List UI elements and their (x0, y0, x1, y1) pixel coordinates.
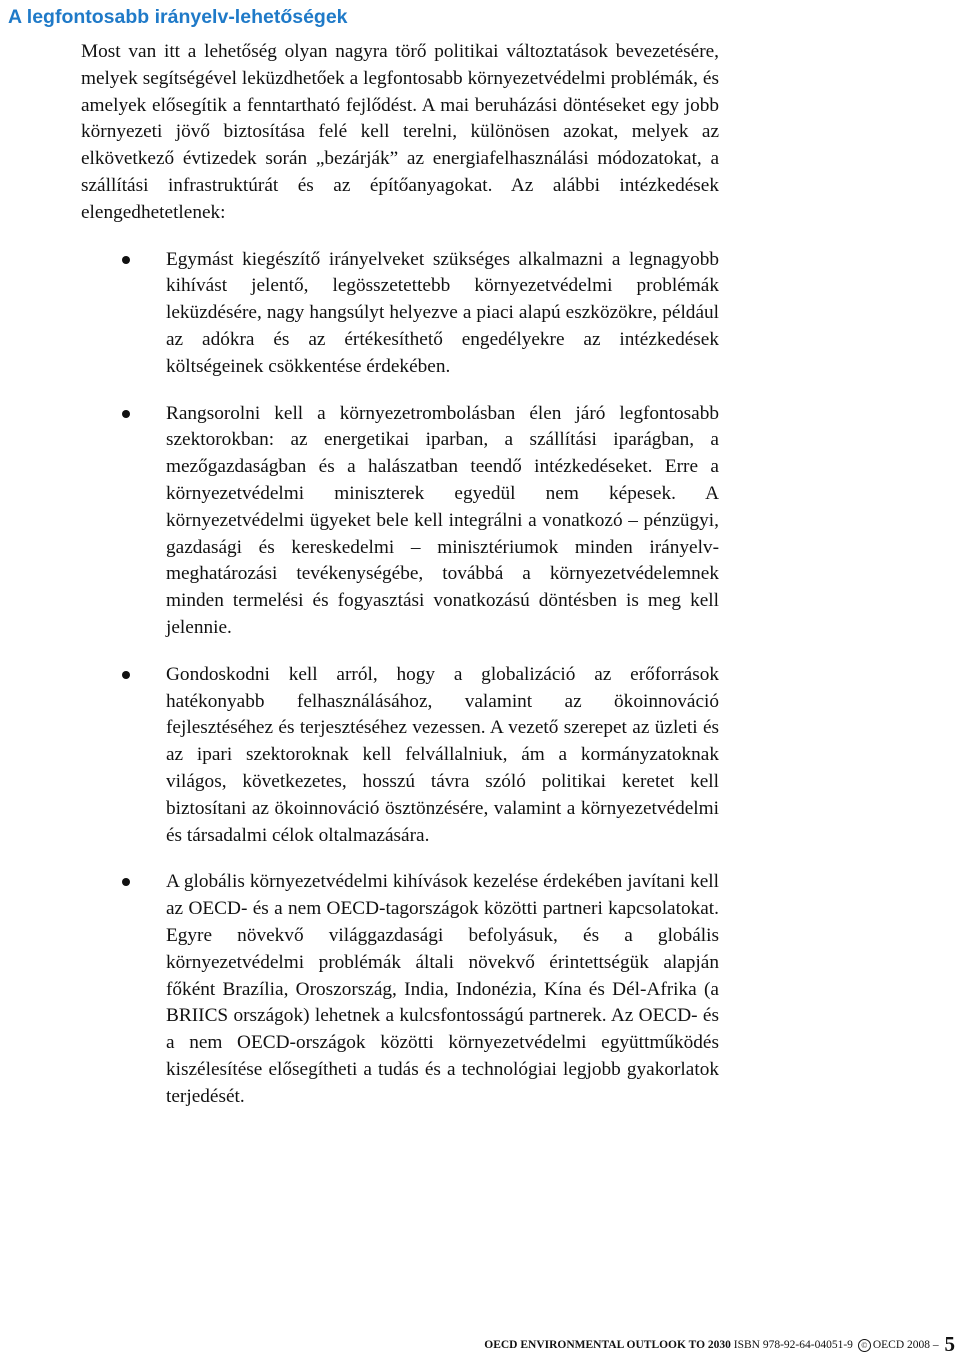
bullet-icon (122, 671, 130, 679)
copyright-icon: © (858, 1339, 871, 1352)
page-footer (484, 1333, 955, 1356)
list-item (81, 247, 719, 381)
main-content (81, 39, 719, 1110)
intro-paragraph: Most van itt a lehetőség olyan nagyra törő politikai változtatások bevezetésére, melyek segítségével leküzdhetőek a legfontosabb környezetvédelmi problémák, és amelyek elősegítik a fenntartható fejlődést. A mai beruházási döntéseket egy jobb környezeti jövő biztosítása felé kell terelni, különösen azokat, melyek az elkövetkező évtizedek során „bezárják” az energiafelhasználási módozatokat, a szállítási infrastruktúrát és az építőanyagokat. Az alábbi intézkedések elengedhetetlenek: (81, 41, 719, 223)
list-item (81, 869, 719, 1110)
section-heading: A legfontosabb irányelv-lehetőségek (8, 6, 348, 28)
list-item-text: Gondoskodni kell arról, hogy a globalizáció az erőforrások hatékonyabb felhasználásához, valamint az ökoinnováció fejlesztéséhez és terjesztéséhez vezessen. A vezető szerepet az üzleti és az ipari szektoroknak kell felvállalniuk, ám a kormányzatoknak világos, következetes, hosszú távra szóló politikai keretet kell biztosítani az ökoinnováció ösztönzésére, valamint a környezetvédelmi és társadalmi célok oltalmazására. (166, 663, 719, 846)
publication-title: OECD ENVIRONMENTAL OUTLOOK TO 2030 (484, 1339, 731, 1351)
isbn: ISBN 978-92-64-04051-9 (733, 1339, 853, 1351)
list-item-text: Rangsorolni kell a környezetrombolásban élen járó legfontosabb szektorokban: az energetikai iparban, a szállítási iparágban, a mezőgazdaságban és a halászatban teendő intézkedéseket. Erre a környezetvédelmi miniszterek egyedül nem képesek. A környezetvédelmi ügyeket bele kell integrálni a vonatkozó – pénzügyi, gazdasági és kereskedelmi – minisztériumok minden irányelv-meghatározási tevékenységébe, továbbá a környezetvédelemnek minden termelési és fogyasztási vonatkozású döntésben is meg kell jelennie. (166, 402, 719, 638)
page-number: 5 (944, 1332, 955, 1356)
list-item (81, 662, 719, 850)
list-item-text: A globális környezetvédelmi kihívások kezelése érdekében javítani kell az OECD- és a nem OECD-tagországok közötti partneri kapcsolatokat. Egyre növekvő világgazdasági befolyásuk, és a globális környezetvédelmi problémák általi növekvő érintettségük alapján főként Brazília, Oroszország, India, Indonézia, Kína és Dél-Afrika (a BRIICS országok) lehetnek a kulcsfontosságú partnerek. Az OECD- és a nem OECD-országok közötti környezetvédelmi együttműködés kiszélesítése elősegítheti a tudás és a technológiai legjobb gyakorlatok terjedését. (166, 871, 719, 1107)
list-item-text: Egymást kiegészítő irányelveket szükséges alkalmazni a legnagyobb kihívást jelentő, legösszetettebb környezetvédelmi problémák leküzdésére, nagy hangsúlyt helyezve a piaci alapú eszközökre, például az adókra és az értékesíthető engedélyekre az intézkedések költségeinek csökkentése érdekében. (166, 248, 719, 377)
measures-list (81, 247, 719, 1111)
bullet-icon (122, 878, 130, 886)
bullet-icon (122, 410, 130, 418)
list-item (81, 401, 719, 642)
bullet-icon (122, 256, 130, 264)
copyright-text: OECD 2008 – (872, 1339, 939, 1351)
